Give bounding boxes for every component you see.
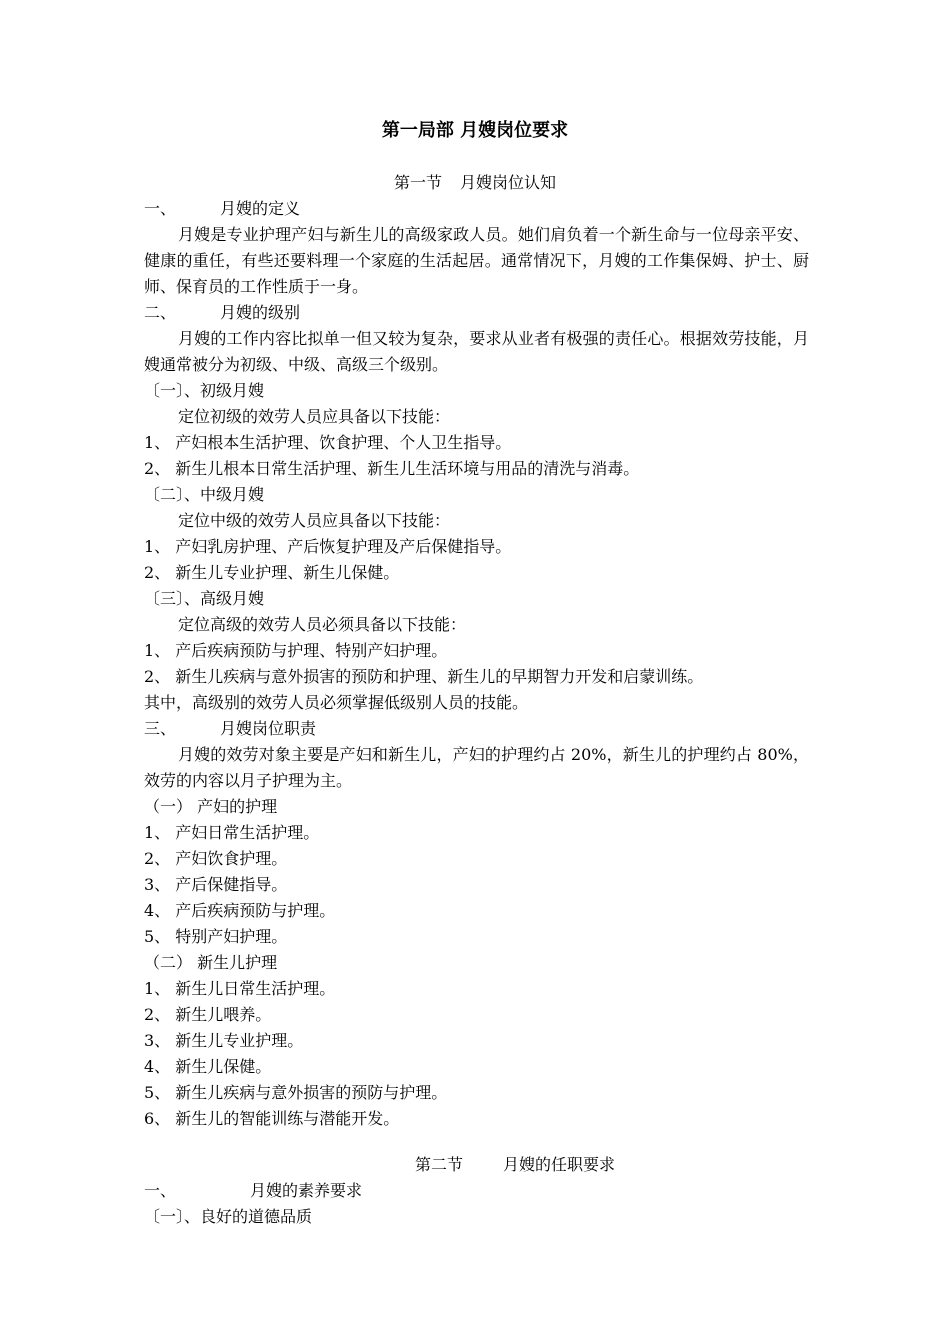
list-item: 3、 产后保健指导。 bbox=[144, 875, 288, 894]
intro-text: 定位中级的效劳人员应具备以下技能： bbox=[178, 511, 451, 530]
note-text: 其中，高级别的效劳人员必须掌握低级别人员的技能。 bbox=[144, 693, 529, 712]
item-heading bbox=[144, 1178, 809, 1204]
item-heading bbox=[144, 196, 809, 222]
item-heading bbox=[144, 300, 809, 326]
item-number: 一、 bbox=[144, 1181, 177, 1200]
section-number: 第二节 bbox=[414, 1155, 463, 1174]
sub-heading: 〔二〕、中级月嫂 bbox=[144, 485, 265, 504]
sub-heading: 〔一〕、初级月嫂 bbox=[144, 381, 265, 400]
list-item: 2、 新生儿根本日常生活护理、新生儿生活环境与用品的清洗与消毒。 bbox=[144, 459, 640, 478]
item-number: 二、 bbox=[144, 303, 177, 322]
item-number: 一、 bbox=[144, 199, 177, 218]
section-title: 月嫂的任职要求 bbox=[503, 1155, 616, 1174]
item-title: 月嫂的素养要求 bbox=[250, 1181, 363, 1200]
list-item: 4、 新生儿保健。 bbox=[144, 1057, 272, 1076]
section-heading bbox=[0, 170, 950, 196]
list-item: 1、 新生儿日常生活护理。 bbox=[144, 979, 336, 998]
duty-paragraph: 月嫂的效劳对象主要是产妇和新生儿，产妇的护理约占 20%，新生儿的护理约占 80%，效劳的内容以月子护理为主。 bbox=[144, 745, 809, 790]
section-title: 月嫂岗位认知 bbox=[460, 173, 557, 192]
sub-heading: （一） 产妇的护理 bbox=[144, 797, 278, 816]
sub-heading: 〔一〕、良好的道德品质 bbox=[144, 1207, 313, 1226]
item-title: 月嫂的定义 bbox=[220, 199, 301, 218]
list-item: 5、 新生儿疾病与意外损害的预防与护理。 bbox=[144, 1083, 448, 1102]
item-heading bbox=[144, 716, 809, 742]
list-item: 1、 产妇乳房护理、产后恢复护理及产后保健指导。 bbox=[144, 537, 512, 556]
section-number: 第一节 bbox=[393, 173, 442, 192]
definition-paragraph: 月嫂是专业护理产妇与新生儿的高级家政人员。她们肩负着一个新生命与一位母亲平安、健康的重任，有些还要料理一个家庭的生活起居。通常情况下，月嫂的工作集保姆、护士、厨师、保育员的工作性质于一身。 bbox=[144, 225, 809, 296]
list-item: 1、 产后疾病预防与护理、特别产妇护理。 bbox=[144, 641, 448, 660]
list-item: 1、 产妇日常生活护理。 bbox=[144, 823, 320, 842]
intro-text: 定位初级的效劳人员应具备以下技能： bbox=[178, 407, 451, 426]
list-item: 2、 新生儿专业护理、新生儿保健。 bbox=[144, 563, 400, 582]
list-item: 1、 产妇根本生活护理、饮食护理、个人卫生指导。 bbox=[144, 433, 512, 452]
level-paragraph: 月嫂的工作内容比拟单一但又较为复杂，要求从业者有极强的责任心。根据效劳技能，月嫂通常被分为初级、中级、高级三个级别。 bbox=[144, 329, 809, 374]
section-heading bbox=[340, 1152, 690, 1178]
list-item: 2、 新生儿疾病与意外损害的预防和护理、新生儿的早期智力开发和启蒙训练。 bbox=[144, 667, 704, 686]
list-item: 6、 新生儿的智能训练与潜能开发。 bbox=[144, 1109, 400, 1128]
sub-heading: 〔三〕、高级月嫂 bbox=[144, 589, 265, 608]
list-item: 4、 产后疾病预防与护理。 bbox=[144, 901, 336, 920]
list-item: 2、 产妇饮食护理。 bbox=[144, 849, 288, 868]
intro-text: 定位高级的效劳人员必须具备以下技能： bbox=[178, 615, 467, 634]
list-item: 3、 新生儿专业护理。 bbox=[144, 1031, 304, 1050]
item-title: 月嫂岗位职责 bbox=[220, 719, 317, 738]
list-item: 5、 特别产妇护理。 bbox=[144, 927, 288, 946]
sub-heading: （二） 新生儿护理 bbox=[144, 953, 278, 972]
document-title: 第一局部 月嫂岗位要求 bbox=[381, 120, 569, 141]
item-number: 三、 bbox=[144, 719, 177, 738]
item-title: 月嫂的级别 bbox=[220, 303, 301, 322]
list-item: 2、 新生儿喂养。 bbox=[144, 1005, 272, 1024]
